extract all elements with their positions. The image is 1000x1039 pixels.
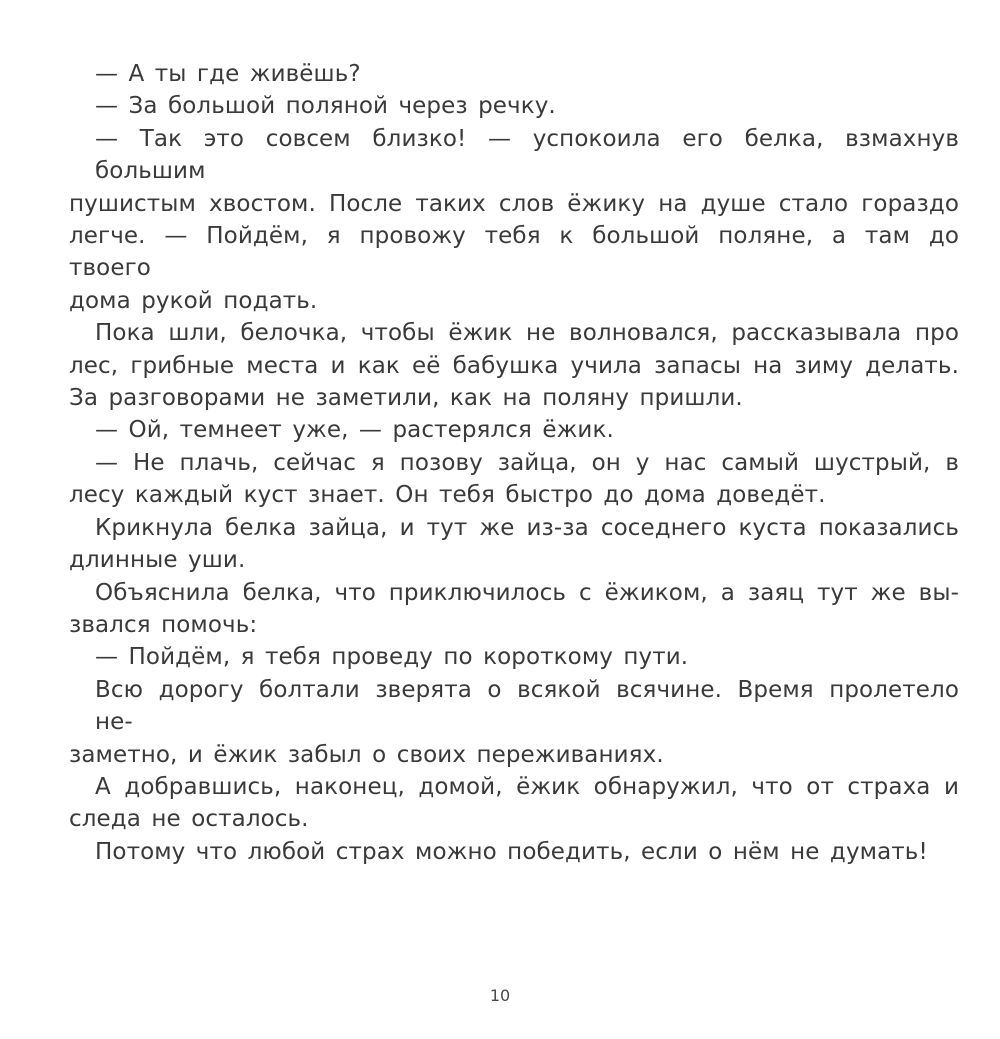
- text-line: дома рукой подать.: [69, 287, 318, 314]
- text-line: — Не плачь, сейчас я позову зайца, он у нас самый шустрый, в: [95, 449, 959, 476]
- text-line: легче. — Пойдём, я провожу тебя к большой поляне, а там до твоего: [69, 223, 959, 282]
- text-line: За разговорами не заметили, как на поляну пришли.: [69, 385, 743, 412]
- text-line: А добравшись, наконец, домой, ёжик обнаружил, что от страха и: [95, 773, 959, 800]
- text-line: — Ой, темнеет уже, — растерялся ёжик.: [95, 417, 614, 444]
- page-number: 10: [489, 986, 511, 1005]
- text-line: Потому что любой страх можно победить, если о нём не думать!: [95, 838, 928, 865]
- text-line: лесу каждый куст знает. Он тебя быстро до дома доведёт.: [69, 482, 826, 509]
- page-body-text: [69, 58, 959, 868]
- text-line: пушистым хвостом. После таких слов ёжику на душе стало гораздо: [69, 190, 959, 217]
- text-line: следа не осталось.: [69, 806, 309, 833]
- text-line: — Пойдём, я тебя проведу по короткому пути.: [95, 644, 689, 671]
- text-line: Пока шли, белочка, чтобы ёжик не волновался, рассказывала про: [95, 320, 959, 347]
- text-line: — А ты где живёшь?: [95, 61, 361, 87]
- text-line: лес, грибные места и как её бабушка учила запасы на зиму делать.: [69, 352, 959, 379]
- text-line: Объяснила белка, что приключилось с ёжиком, а заяц тут же вы-: [95, 579, 959, 606]
- text-line: Всю дорогу болтали зверята о всякой всячине. Время пролетело не-: [95, 676, 959, 736]
- text-line: заметно, и ёжик забыл о своих переживаниях.: [69, 741, 664, 768]
- text-line: — Так это совсем близко! — успокоила его белка, взмахнув большим: [95, 125, 959, 185]
- text-line: — За большой поляной через речку.: [95, 93, 556, 120]
- text-line: звался помочь:: [69, 611, 258, 638]
- text-line: длинные уши.: [69, 547, 246, 574]
- text-line: Крикнула белка зайца, и тут же из-за соседнего куста показались: [95, 514, 959, 541]
